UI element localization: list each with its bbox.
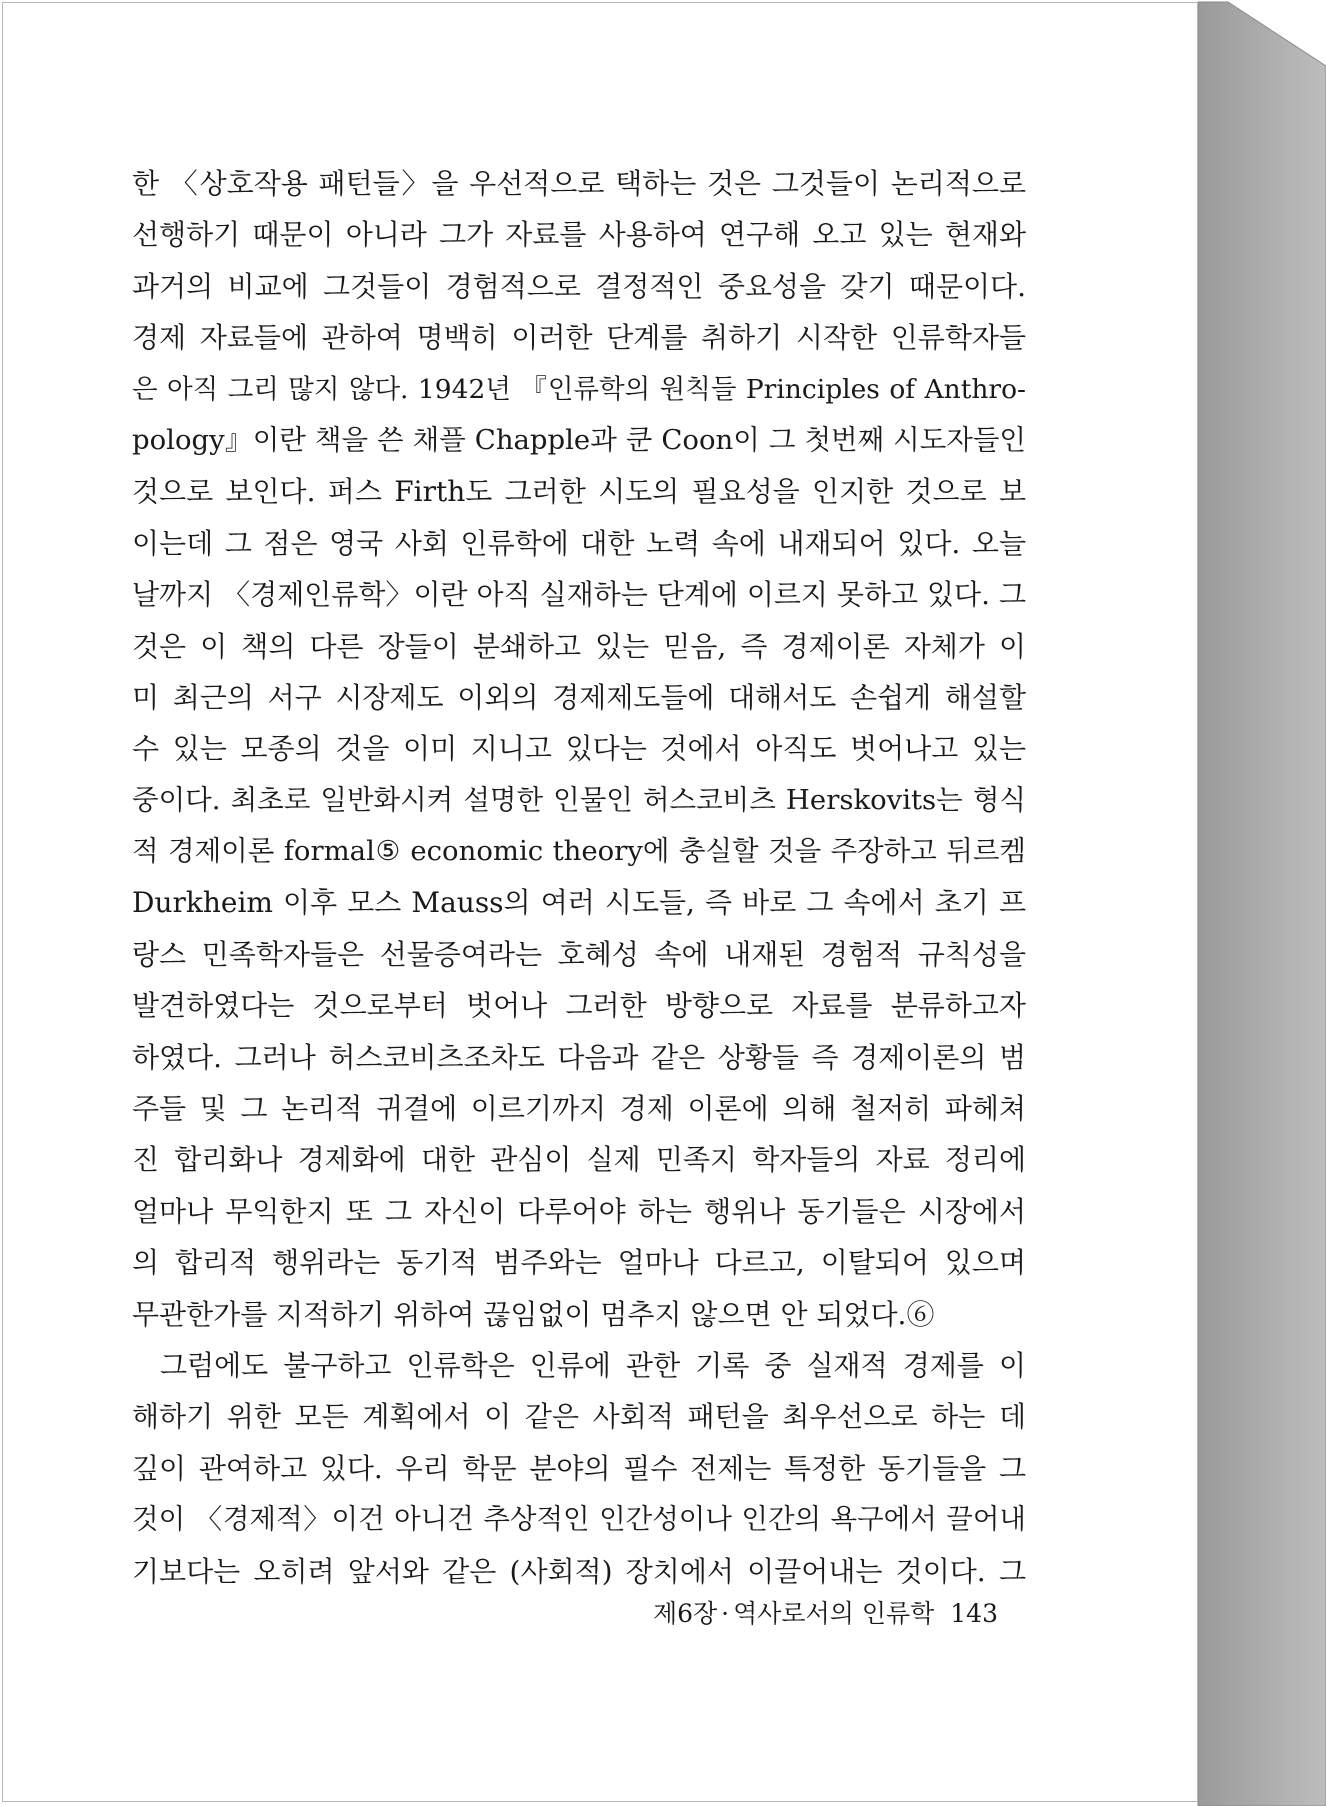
text-line: 중이다. 최초로 일반화시켜 설명한 인물인 허스코비츠 Herskovits는 형식 — [132, 783, 1026, 816]
text-line: 해하기 위한 모든 계획에서 이 같은 사회적 패턴을 최우선으로 하는 데 — [132, 1400, 1026, 1434]
text-line: 의 합리적 행위라는 동기적 범주와는 얼마나 다르고, 이탈되어 있으며 — [132, 1246, 1026, 1280]
text-line: 경제 자료들에 관하여 명백히 이러한 단계를 취하기 시작한 인류학자들 — [132, 321, 1026, 355]
footer-separator: · — [721, 1599, 730, 1628]
text-line: 과거의 비교에 그것들이 경험적으로 결정적인 중요성을 갖기 때문이다. — [132, 269, 1026, 303]
text-line: 수 있는 모종의 것을 이미 지니고 있다는 것에서 아직도 벗어나고 있는 — [132, 732, 1026, 766]
text-line: 미 최근의 서구 시장제도 이외의 경제제도들에 대해서도 손쉽게 해설할 — [132, 680, 1026, 714]
text-line: pology』이란 책을 쓴 채플 Chapple과 쿤 Coon이 그 첫번째 시도자들인 — [132, 423, 1026, 456]
text-line: 적 경제이론 formal⑤ economic theory에 충실할 것을 주장하고 뒤르켐 — [132, 835, 1026, 868]
text-line: 얼마나 무익한지 또 그 자신이 다루어야 하는 행위나 동기들은 시장에서 — [132, 1194, 1026, 1228]
page-body — [132, 158, 1026, 1597]
paragraph-end-line: 무관한가를 지적하기 위하여 끊임없이 멈추지 않으면 안 되었다.⑥ — [132, 1297, 935, 1331]
text-line: 것이 〈경제적〉이건 아니건 추상적인 인간성이나 인간의 욕구에서 끌어내 — [132, 1503, 1026, 1536]
text-line: 발견하였다는 것으로부터 벗어나 그러한 방향으로 자료를 분류하고자 — [132, 989, 1026, 1023]
text-line: 선행하기 때문이 아니라 그가 자료를 사용하여 연구해 오고 있는 현재와 — [132, 218, 1026, 252]
text-line: 랑스 민족학자들은 선물증여라는 호혜성 속에 내재된 경험적 규칙성을 — [132, 937, 1026, 971]
text-line: 날까지 〈경제인류학〉이란 아직 실재하는 단계에 이르지 못하고 있다. 그 — [132, 578, 1026, 612]
text-line: 것은 이 책의 다른 장들이 분쇄하고 있는 믿음, 즉 경제이론 자체가 이 — [132, 629, 1026, 663]
text-line: 은 아직 그리 많지 않다. 1942년 『인류학의 원칙들 Principles of Anthro- — [132, 373, 1026, 405]
running-footer — [653, 1594, 998, 1630]
text-line: 한 〈상호작용 패턴들〉을 우선적으로 택하는 것은 그것들이 논리적으로 — [132, 167, 1026, 200]
text-line: 이는데 그 점은 영국 사회 인류학에 대한 노력 속에 내재되어 있다. 오늘 — [132, 526, 1026, 560]
text-line: Durkheim 이후 모스 Mauss의 여러 시도들, 즉 바로 그 속에서 초기 프 — [132, 886, 1026, 920]
text-line: 진 합리화나 경제화에 대한 관심이 실제 민족지 학자들의 자료 정리에 — [132, 1143, 1026, 1177]
text-line: 기보다는 오히려 앞서와 같은 (사회적) 장치에서 이끌어내는 것이다. 그 — [132, 1554, 1026, 1588]
text-line: 것으로 보인다. 퍼스 Firth도 그러한 시도의 필요성을 인지한 것으로 보 — [132, 475, 1026, 509]
page-number: 143 — [950, 1599, 998, 1628]
text-line: 주들 및 그 논리적 귀결에 이르기까지 경제 이론에 의해 철저히 파헤쳐 — [132, 1092, 1026, 1126]
chapter-label: 제6장 — [652, 1599, 718, 1628]
text-line: 깊이 관여하고 있다. 우리 학문 분야의 필수 전제는 특정한 동기들을 그 — [132, 1451, 1026, 1485]
chapter-title: 역사로서의 인류학 — [733, 1599, 935, 1628]
paragraph-start-line: 그럼에도 불구하고 인류학은 인류에 관한 기록 중 실재적 경제를 이 — [160, 1348, 1026, 1382]
text-line: 하였다. 그러나 허스코비츠조차도 다음과 같은 상황들 즉 경제이론의 범 — [132, 1040, 1026, 1074]
